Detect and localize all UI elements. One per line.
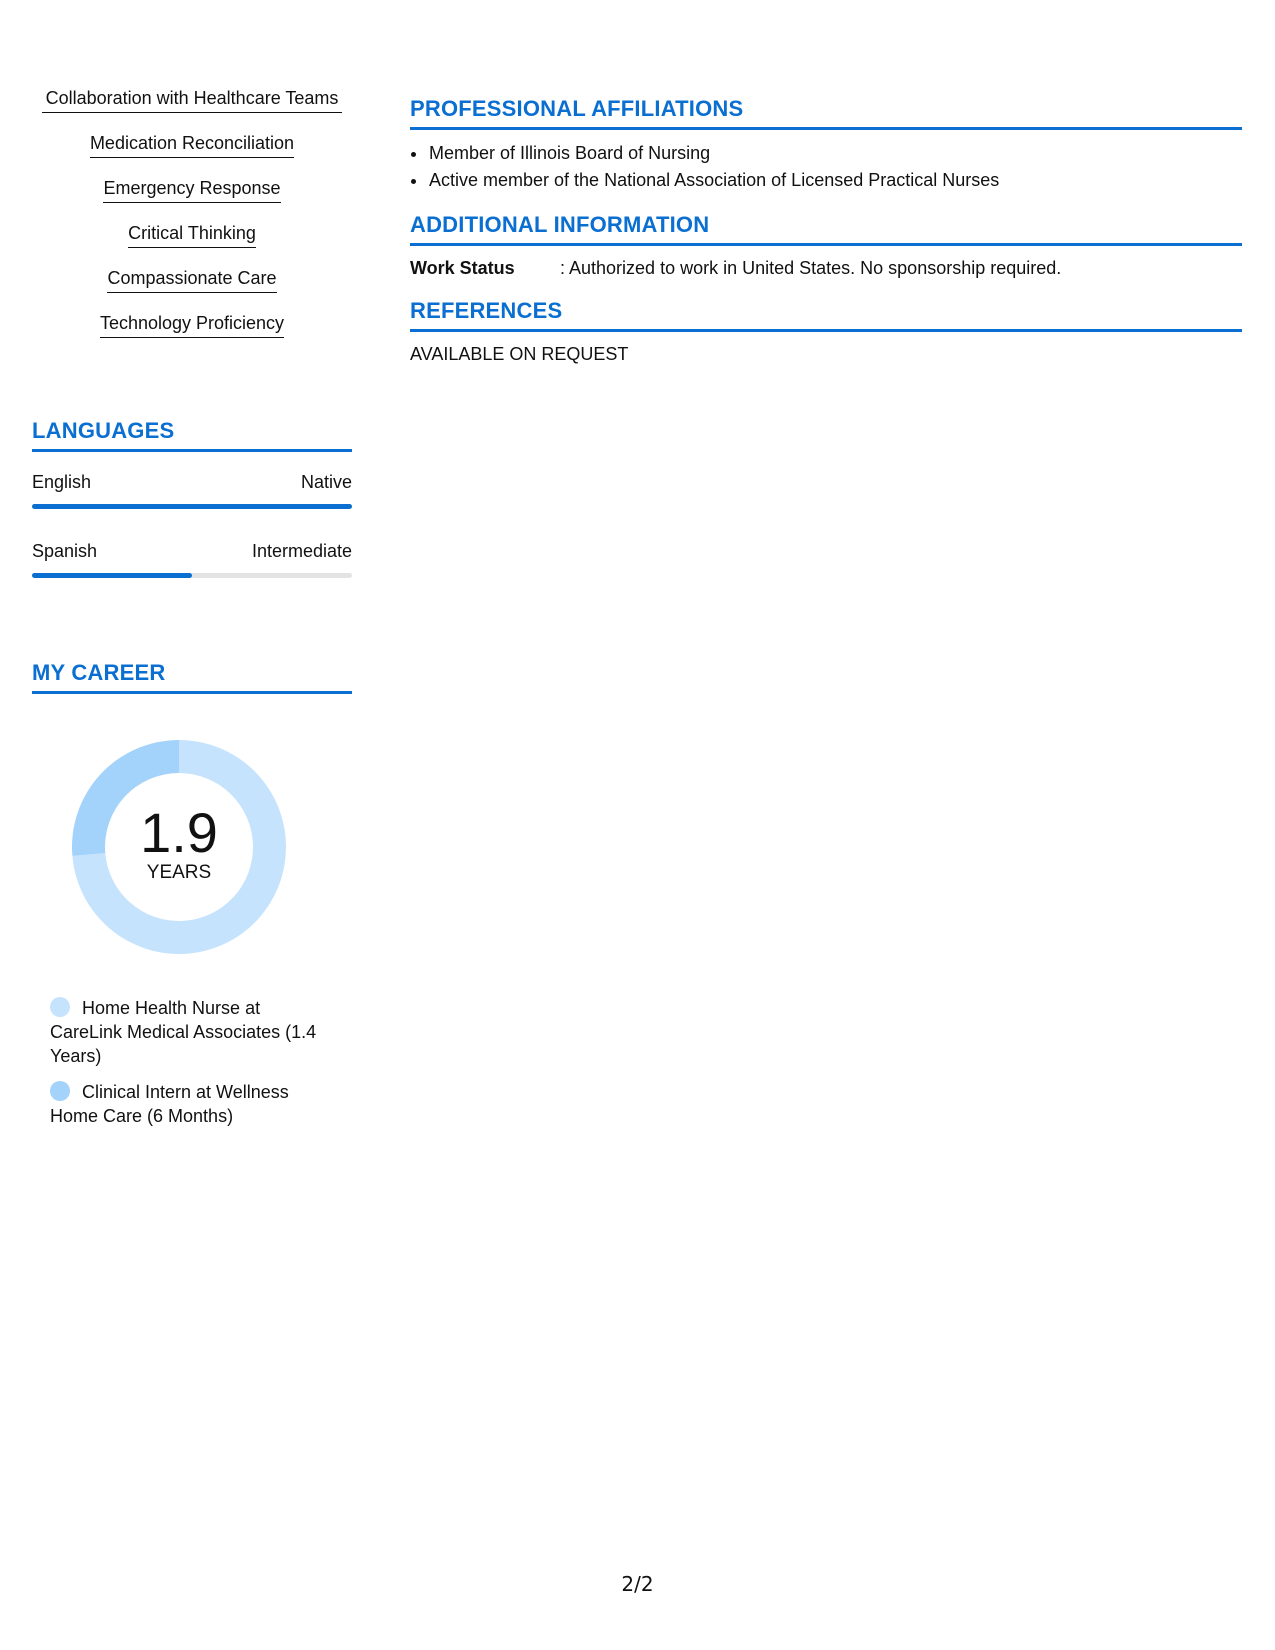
language-proficiency-fill (32, 573, 192, 578)
legend-text: Clinical Intern at Wellness Home Care (6 Months) (50, 1082, 289, 1126)
career-total-value: 1.9 (140, 801, 218, 864)
legend-dot-icon (50, 1081, 70, 1101)
career-total-unit: YEARS (146, 862, 212, 883)
language-proficiency-bar (32, 573, 352, 578)
career-heading: MY CAREER (32, 660, 352, 694)
skill-item: Compassionate Care (107, 266, 276, 293)
affiliations-list (410, 140, 1242, 194)
language-level: Intermediate (251, 541, 352, 561)
legend-item (50, 1080, 320, 1128)
skill-item: Technology Proficiency (100, 311, 284, 338)
skill-item: Emergency Response (103, 176, 280, 203)
language-level: Native (300, 472, 352, 492)
work-status-value: : Authorized to work in United States. No sponsorship required. (560, 258, 1062, 278)
languages-heading: LANGUAGES (32, 418, 352, 452)
skill-item: Collaboration with Healthcare Teams (42, 86, 342, 113)
page-number: 2/2 (621, 1572, 654, 1596)
career-section (32, 660, 352, 1140)
language-row (32, 539, 352, 563)
affiliation-item: • Active member of the National Association of Licensed Practical Nurses (428, 167, 1242, 194)
language-proficiency-bar (32, 504, 352, 509)
legend-dot-icon (50, 997, 70, 1017)
legend-item (50, 996, 320, 1068)
languages-section (32, 418, 352, 578)
career-donut-chart (64, 732, 294, 962)
language-name: English (32, 472, 92, 492)
affiliations-section (410, 96, 1242, 194)
skill-item: Critical Thinking (128, 221, 256, 248)
legend-text: Home Health Nurse at CareLink Medical Associates (1.4 Years) (50, 998, 317, 1066)
work-status-row (410, 256, 1242, 280)
donut-center (64, 732, 294, 962)
language-row (32, 470, 352, 494)
skills-list (32, 86, 352, 356)
language-name: Spanish (32, 541, 98, 561)
right-column (410, 96, 1242, 384)
left-column (32, 86, 352, 356)
affiliations-heading: PROFESSIONAL AFFILIATIONS (410, 96, 1242, 130)
additional-info-section (410, 212, 1242, 280)
work-status-label: Work Status (410, 258, 515, 278)
references-section (410, 298, 1242, 366)
language-proficiency-fill (32, 504, 352, 509)
references-heading: REFERENCES (410, 298, 1242, 332)
affiliation-item: • Member of Illinois Board of Nursing (428, 140, 1242, 167)
career-legend (50, 996, 320, 1128)
references-text: AVAILABLE ON REQUEST (410, 344, 629, 364)
additional-info-heading: ADDITIONAL INFORMATION (410, 212, 1242, 246)
skill-item: Medication Reconciliation (90, 131, 294, 158)
